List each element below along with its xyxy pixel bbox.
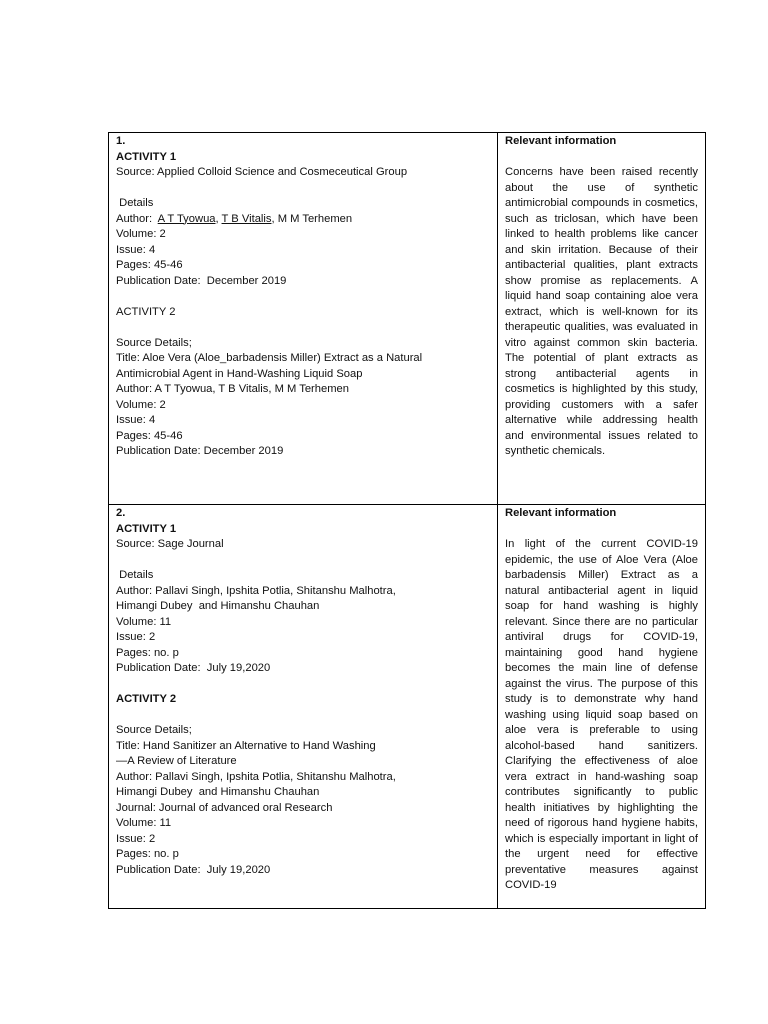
issue-line: Issue: 4 (116, 243, 156, 256)
row-number: 2. (116, 507, 126, 519)
details-label: Details (116, 569, 154, 581)
source-details-label: Source Details; (116, 336, 192, 349)
relevant-heading: Relevant information (505, 507, 617, 519)
spacer (116, 289, 490, 305)
pages-line: Pages: 45-46 (116, 259, 183, 271)
relevant-info-content (505, 506, 698, 904)
relevant-info-cell (498, 133, 706, 505)
activity-details-cell (109, 133, 498, 505)
volume-line: Volume: 2 (116, 398, 166, 411)
activity-heading: ACTIVITY 1 (116, 150, 177, 163)
author-line: Author: Pallavi Singh, Ipshita Potlia, Shitanshu Malhotra, (116, 584, 396, 597)
relevant-heading: Relevant information (505, 135, 617, 147)
title-line: Title: Aloe Vera (Aloe_barbadensis Miller) Extract as a Natural (116, 352, 423, 364)
pubdate-line: Publication Date: July 19,2020 (116, 662, 271, 674)
author-line: Author: Pallavi Singh, Ipshita Potlia, Shitanshu Malhotra, (116, 770, 396, 783)
details-label: Details (116, 197, 154, 209)
spacer (505, 150, 698, 166)
pubdate-line: Publication Date: December 2019 (116, 274, 287, 287)
activity-details-cell (109, 505, 498, 909)
author-prefix: Author: (116, 212, 158, 225)
table-row (109, 505, 706, 909)
issue-line: Issue: 2 (116, 631, 156, 643)
spacer (116, 708, 490, 724)
issue-line: Issue: 4 (116, 414, 156, 426)
author-line: Himangi Dubey and Himanshu Chauhan (116, 786, 320, 798)
source-details-label: Source Details; (116, 724, 192, 736)
pages-line: Pages: no. p (116, 848, 179, 860)
volume-line: Volume: 11 (116, 817, 172, 829)
spacer (505, 522, 698, 538)
title-line: Title: Hand Sanitizer an Alternative to Hand Washing (116, 739, 376, 752)
activity-heading: ACTIVITY 2 (116, 305, 176, 318)
table-row (109, 133, 706, 505)
title-line: —A Review of Literature (116, 755, 237, 767)
pubdate-line: Publication Date: July 19,2020 (116, 863, 271, 876)
pubdate-line: Publication Date: December 2019 (116, 445, 284, 457)
author-rest: , M M Terhemen (271, 212, 353, 225)
volume-line: Volume: 11 (116, 615, 172, 628)
relevant-info-cell (498, 505, 706, 909)
spacer (116, 320, 490, 336)
pages-line: Pages: 45-46 (116, 429, 183, 442)
pages-line: Pages: no. p (116, 646, 179, 659)
relevant-paragraph: Concerns have been raised recently about the use of synthetic antimicrobial compounds in cosmetics, such as triclosan, which have been linked to health problems like cancer and skin irritation. Because of their antibacterial qualities, plant extracts show promise as replacements. A liquid hand soap containing aloe vera extract, which is well-known for its therapeutic qualities, was evaluated in vitro against common skin bacteria. The potential of plant extracts as strong antibacterial agents in cosmetics is highlighted by this study, providing customers with a safer alternative while addressing health and environmental issues related to synthetic chemicals. (505, 166, 698, 457)
title-line: Antimicrobial Agent in Hand-Washing Liquid Soap (116, 367, 363, 380)
author-link[interactable]: T B Vitalis (221, 212, 272, 225)
activity-table (108, 132, 706, 909)
activity-heading: ACTIVITY 2 (116, 693, 177, 705)
author-link[interactable]: A T Tyowua (157, 212, 216, 225)
relevant-paragraph: In light of the current COVID-19 epidemic, the use of Aloe Vera (Aloe barbadensis Miller) Extract as a natural antibacterial agent in liquid soap for hand washing is highly relevant. Since there are no particular antiviral drugs for COVID-19, maintaining good hand hygiene becomes the main line of defense against the virus. The purpose of this study is to demonstrate why hand washing using liquid soap based on aloe vera is preferable to using alcohol-based hand sanitizers. Clarifying the effectiveness of aloe vera extract in hand-washing soap contributes significantly to public health initiatives by highlighting the need of rigorous hand hygiene habits, which is especially important in light of the urgent need for effective preventative measures against COVID-19 (505, 538, 698, 891)
row-number: 1. (116, 135, 126, 147)
spacer (116, 181, 490, 197)
spacer (116, 553, 490, 569)
issue-line: Issue: 2 (116, 832, 156, 845)
source-line: Source: Sage Journal (116, 538, 224, 550)
activity-heading: ACTIVITY 1 (116, 522, 177, 535)
author-line: Himangi Dubey and Himanshu Chauhan (116, 600, 320, 612)
author-line: Author: A T Tyowua, T B Vitalis, M M Terhemen (116, 383, 349, 395)
source-line: Source: Applied Colloid Science and Cosmeceutical Group (116, 166, 408, 178)
author-line (116, 212, 490, 228)
journal-line: Journal: Journal of advanced oral Research (116, 801, 333, 814)
spacer (116, 677, 490, 693)
volume-line: Volume: 2 (116, 228, 166, 240)
author-separator: , (215, 212, 222, 225)
